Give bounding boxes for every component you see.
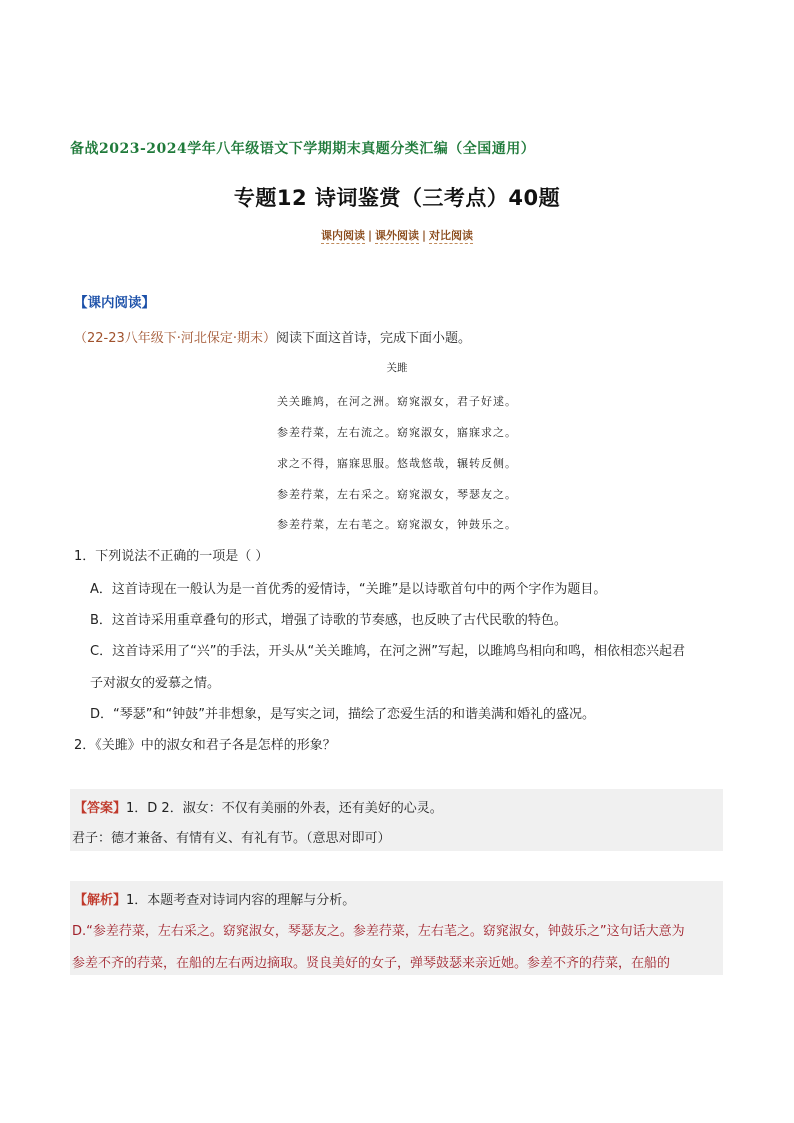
subtitle-nav	[0, 227, 794, 243]
analysis-text: 1．本题考查对诗词内容的理解与分析。	[126, 893, 356, 908]
question-2-stem: 2．《关雎》中的淑女和君子各是怎样的形象？	[74, 738, 336, 753]
poem-line: 参差荇菜，左右芼之。窈窕淑女，钟鼓乐之。	[277, 518, 517, 531]
option-c-continued: 子对淑女的爱慕之情。	[90, 676, 221, 691]
answer-text: 1．D 2．淑女：不仅有美丽的外表，还有美好的心灵。	[126, 801, 443, 816]
question-intro	[74, 327, 471, 346]
poem-line: 求之不得，寤寐思服。悠哉悠哉，辗转反侧。	[277, 457, 517, 470]
subtitle-separator: |	[422, 229, 427, 242]
question-source: （22-23八年级下·河北保定·期末）	[74, 331, 277, 346]
option-d: D．“琴瑟”和“钟鼓”并非想象，是写实之词，描绘了恋爱生活的和谐美满和婚礼的盛况。	[90, 707, 595, 722]
answer-line-1	[74, 797, 443, 816]
answer-tag: 【答案】	[74, 801, 127, 816]
option-a: A．这首诗现在一般认为是一首优秀的爱情诗，“关雎”是以诗歌首句中的两个字作为题目。	[90, 582, 607, 597]
poem-line: 参差荇菜，左右采之。窈窕淑女，琴瑟友之。	[277, 488, 517, 501]
poem-line: 关关雎鸠，在河之洲。窈窕淑女，君子好逑。	[277, 395, 517, 408]
analysis-option-label: D.	[72, 924, 87, 939]
poem-line: 参差荇菜，左右流之。窈窕淑女，寤寐求之。	[277, 426, 517, 439]
option-c: C．这首诗采用了“兴”的手法，开头从“关关雎鸠，在河之洲”写起，以雎鸠鸟相向和鸣，相依相恋兴起君	[90, 644, 686, 659]
page-title: 专题12 诗词鉴赏（三考点）40题	[233, 186, 561, 210]
poem-title: 关雎	[386, 362, 408, 374]
question-1-stem: 1．下列说法不正确的一项是（ ）	[74, 549, 269, 564]
analysis-line-3: 参差不齐的荇菜，在船的左右两边摘取。贤良美好的女子，弹琴鼓瑟来亲近她。参差不齐的荇菜，在船的	[72, 956, 671, 971]
answer-line-2: 君子：德才兼备、有情有义、有礼有节。（意思对即可）	[72, 831, 391, 846]
analysis-line-2	[72, 920, 685, 939]
option-b: B．这首诗采用重章叠句的形式，增强了诗歌的节奏感，也反映了古代民歌的特色。	[90, 613, 567, 628]
section-heading: 【课内阅读】	[74, 295, 155, 311]
subtitle-separator: |	[367, 229, 372, 242]
analysis-quote: “参差荇菜，左右采之。窈窕淑女，琴瑟友之。参差荇菜，左右芼之。窈窕淑女，钟鼓乐之”这句话大意为	[86, 924, 685, 939]
subtitle-item-2: 课外阅读	[375, 229, 419, 242]
analysis-tag: 【解析】	[74, 893, 127, 908]
analysis-line-1	[74, 889, 355, 908]
question-instruction: 阅读下面这首诗，完成下面小题。	[276, 331, 472, 346]
subtitle-item-1: 课内阅读	[320, 229, 365, 242]
series-title: 备战2023-2024学年八年级语文下学期期末真题分类汇编（全国通用）	[70, 141, 536, 157]
subtitle-item-3: 对比阅读	[429, 229, 474, 242]
